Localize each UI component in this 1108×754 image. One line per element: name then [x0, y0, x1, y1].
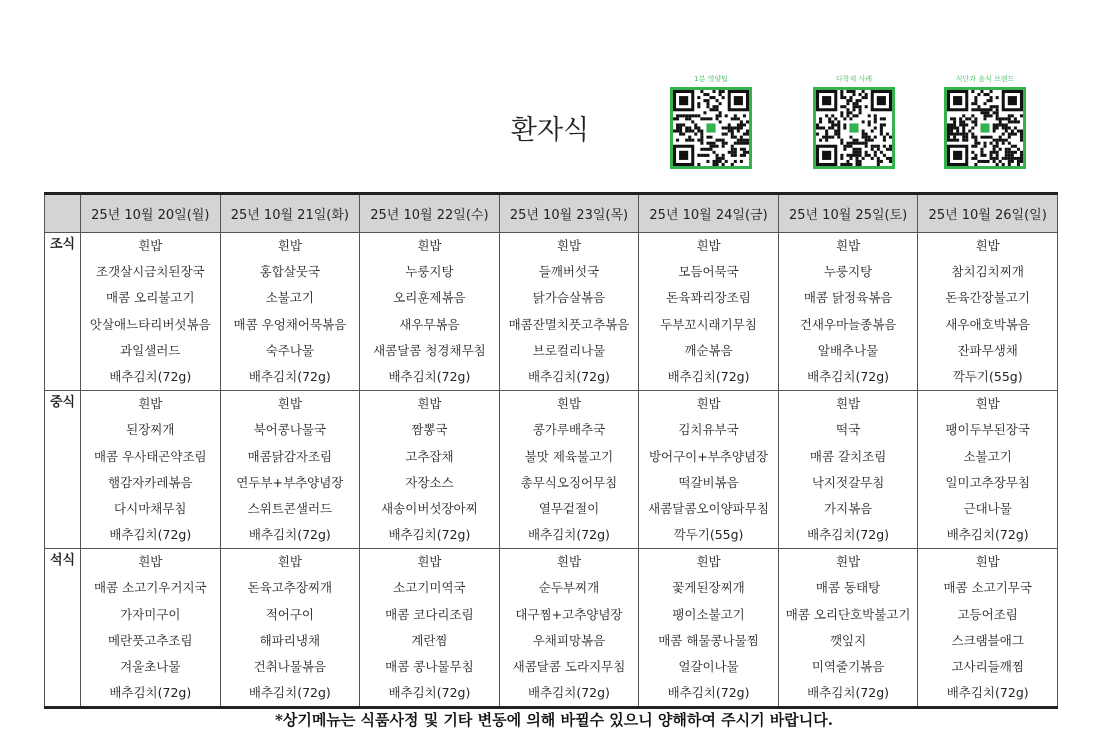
menu-item: 새콤달콤 청경채무침	[373, 342, 486, 358]
menu-item: 순두부찌개	[538, 580, 600, 596]
menu-item: 닭가슴살볶음	[532, 290, 606, 306]
day-menu-cell	[778, 549, 918, 708]
menu-item: 배추김치(72g)	[248, 527, 331, 543]
menu-item: 소고기미역국	[393, 580, 466, 596]
menu-change-notice: *상기메뉴는 식품사정 및 기타 변동에 의해 바뀔수 있으니 양해하여 주시기 바랍니다.	[275, 711, 833, 729]
menu-item: 자장소스	[405, 474, 454, 490]
meal-row	[45, 391, 1058, 549]
menu-item: 흰밥	[975, 396, 1000, 412]
menu-item: 앗살애느타리버섯볶음	[89, 316, 211, 332]
menu-item: 떡갈비볶음	[678, 474, 739, 490]
menu-item: 숙주나물	[265, 342, 314, 358]
menu-item: 깍두기(55g)	[673, 527, 744, 543]
menu-item: 해파리냉채	[259, 632, 321, 648]
menu-item: 참치김치찌개	[951, 264, 1024, 280]
menu-item: 배추김치(72g)	[946, 527, 1029, 543]
date-header: 25년 10월 21일(화)	[220, 194, 360, 233]
qr-caption: 식단과 음식 브랜드	[955, 75, 1015, 83]
qr-pattern	[816, 90, 892, 166]
qr-code-icon	[944, 87, 1026, 169]
menu-item: 흰밥	[975, 238, 1000, 253]
day-menu-cell	[778, 391, 918, 549]
menu-item: 매콤 오리불고기	[106, 290, 195, 306]
menu-item: 겨울초나물	[120, 659, 181, 674]
menu-item: 적어구이	[265, 606, 314, 622]
day-menu-cell	[81, 391, 221, 549]
menu-item: 고사리들깨찜	[951, 659, 1024, 674]
menu-item: 배추김치(72g)	[388, 368, 471, 384]
menu-item: 배추김치(72g)	[946, 685, 1029, 701]
menu-item: 매콤 콩나물무침	[385, 659, 474, 674]
date-header: 25년 10월 20일(월)	[81, 194, 221, 233]
menu-item: 흰밥	[975, 554, 1000, 570]
menu-item: 매콤 소고기무국	[943, 580, 1032, 596]
menu-item: 우채피망볶음	[532, 632, 606, 648]
menu-item: 건취나물볶음	[253, 659, 327, 674]
menu-item: 홍합살뭇국	[259, 264, 321, 280]
menu-item: 배추김치(72g)	[667, 685, 750, 701]
menu-item: 열무겉절이	[538, 500, 600, 516]
day-menu-cell	[360, 233, 500, 391]
day-menu-cell	[81, 549, 221, 708]
menu-item: 새콤달콤오이양파무침	[648, 500, 769, 516]
menu-item: 브로컬리나물	[532, 342, 606, 358]
menu-item: 얼갈이나물	[678, 659, 739, 674]
menu-item: 햄감자카레볶음	[108, 474, 193, 490]
menu-item: 흰밥	[556, 396, 582, 412]
qr-food-brand[interactable]	[940, 74, 1030, 169]
qr-code-icon	[813, 87, 895, 169]
date-header-row	[45, 194, 1058, 233]
day-menu-cell	[639, 391, 779, 549]
menu-item: 배추김치(72g)	[388, 527, 471, 543]
menu-item: 배추김치(72g)	[807, 685, 890, 701]
menu-item: 방어구이+부추양념장	[648, 448, 769, 464]
menu-item: 흰밥	[696, 554, 721, 570]
menu-item: 알배추나물	[817, 342, 879, 358]
menu-item: 매콤 우엉채어묵볶음	[233, 316, 347, 332]
menu-item: 스위트콘샐러드	[247, 500, 333, 516]
menu-item: 새송이버섯장아찌	[381, 500, 478, 516]
menu-item: 팽이소불고기	[672, 606, 745, 622]
menu-item: 김치유부국	[678, 422, 739, 438]
menu-item: 흰밥	[138, 396, 163, 412]
day-menu-cell	[639, 233, 779, 391]
menu-item: 일미고추장무침	[945, 474, 1030, 490]
day-menu-cell	[499, 549, 639, 708]
menu-item: 매콤잔멸치풋고추볶음	[508, 316, 630, 332]
menu-item: 배추김치(72g)	[388, 685, 471, 701]
date-header: 25년 10월 24일(금)	[639, 194, 779, 233]
menu-item: 오리훈제볶음	[393, 290, 466, 306]
menu-item: 흰밥	[417, 396, 442, 412]
menu-item: 조갯살시금치된장국	[95, 264, 205, 280]
menu-item: 새우애호박볶음	[945, 316, 1030, 332]
menu-item: 낙지젓갈무침	[811, 474, 885, 490]
qr-pattern	[947, 90, 1023, 166]
menu-item: 흰밥	[556, 238, 582, 253]
menu-item: 짬뽕국	[411, 422, 448, 438]
day-menu-cell	[81, 233, 221, 391]
meal-label: 석식	[45, 549, 81, 708]
meal-menu-table	[44, 192, 1058, 709]
menu-item: 흰밥	[277, 396, 302, 412]
menu-item: 매콤 오리단호박불고기	[785, 606, 911, 622]
menu-item: 매콤 우사태곤약조림	[93, 448, 207, 464]
menu-item: 대구찜+고추양념장	[515, 606, 623, 622]
menu-item: 소불고기	[963, 448, 1012, 464]
menu-item: 흰밥	[277, 238, 302, 253]
day-menu-cell	[360, 549, 500, 708]
menu-item: 누룽지탕	[823, 264, 873, 280]
menu-item: 돈육간장불고기	[945, 290, 1030, 306]
meal-row	[45, 233, 1058, 391]
qr-caption: 1분 영양팁	[694, 75, 728, 83]
meal-row	[45, 549, 1058, 708]
menu-item: 흰밥	[138, 238, 163, 253]
qr-pattern	[673, 90, 749, 166]
menu-item: 근대나물	[963, 500, 1012, 516]
menu-item: 흰밥	[836, 238, 861, 253]
menu-item: 흰밥	[138, 554, 163, 570]
menu-item: 메란풋고추조림	[108, 632, 193, 648]
day-menu-cell	[360, 391, 500, 549]
menu-item: 깨순볶음	[684, 342, 733, 358]
menu-item: 흰밥	[836, 554, 861, 570]
menu-item: 건새우마늘종볶음	[799, 316, 897, 332]
menu-item: 북어콩나물국	[253, 422, 327, 438]
page-title: 환자식	[510, 115, 590, 146]
menu-item: 다시마채무침	[114, 500, 187, 516]
day-menu-cell	[499, 391, 639, 549]
menu-item: 돈육고추장찌개	[247, 580, 333, 596]
day-menu-cell	[918, 233, 1058, 391]
menu-item: 계란찜	[411, 632, 448, 648]
menu-item: 미역줄기볶음	[811, 659, 885, 674]
menu-item: 흰밥	[417, 238, 442, 253]
menu-item: 매콤 소고기우거지국	[93, 580, 207, 596]
meal-label: 조식	[45, 233, 81, 391]
menu-item: 과일샐러드	[120, 342, 181, 358]
menu-item: 깍두기(55g)	[952, 368, 1023, 384]
menu-item: 매콤 갈치조림	[809, 448, 887, 464]
menu-item: 고추잡채	[405, 448, 454, 464]
menu-item: 두부꼬시래기무침	[660, 316, 757, 332]
menu-item: 소불고기	[265, 290, 314, 306]
menu-item: 흰밥	[696, 238, 721, 253]
menu-item: 깻잎지	[829, 632, 867, 648]
menu-item: 가지볶음	[823, 500, 873, 516]
menu-item: 흰밥	[556, 554, 582, 570]
menu-item: 매콤 동태탕	[815, 580, 881, 596]
day-menu-cell	[499, 233, 639, 391]
menu-item: 연두부+부추양념장	[236, 474, 344, 490]
menu-item: 흰밥	[836, 396, 861, 412]
menu-item: 흰밥	[277, 554, 302, 570]
day-menu-cell	[918, 391, 1058, 549]
menu-item: 배추김치(72g)	[528, 527, 610, 543]
menu-item: 가자미구이	[120, 606, 181, 622]
menu-item: 콩가루배추국	[532, 422, 606, 438]
date-header: 25년 10월 26일(일)	[918, 194, 1058, 233]
menu-item: 배추김치(72g)	[248, 368, 331, 384]
day-menu-cell	[220, 549, 360, 708]
menu-item: 모듬어묵국	[678, 264, 739, 280]
day-menu-cell	[220, 391, 360, 549]
menu-item: 잔파무생채	[957, 342, 1018, 358]
corner-cell	[45, 194, 81, 233]
menu-item: 흰밥	[417, 554, 442, 570]
menu-item: 불맛 제육불고기	[524, 448, 614, 464]
menu-item: 돈육꽈리장조림	[666, 290, 751, 306]
qr-team-case[interactable]	[809, 74, 899, 169]
menu-item: 배추김치(72g)	[248, 685, 331, 701]
menu-item: 매콤 코다리조림	[385, 606, 474, 622]
menu-item: 총무식오징어무침	[520, 474, 618, 490]
menu-item: 배추김치(72g)	[109, 527, 192, 543]
date-header: 25년 10월 25일(토)	[778, 194, 918, 233]
menu-item: 배추김치(72g)	[528, 685, 610, 701]
menu-item: 스크램블애그	[951, 632, 1024, 648]
qr-nutrition-tip[interactable]	[666, 74, 756, 169]
day-menu-cell	[220, 233, 360, 391]
day-menu-cell	[918, 549, 1058, 708]
qr-caption: 다학제 사례	[835, 75, 873, 83]
menu-item: 꽃게된장찌개	[672, 580, 745, 596]
menu-item: 떡국	[836, 422, 861, 438]
day-menu-cell	[778, 233, 918, 391]
menu-item: 들깨버섯국	[538, 264, 600, 280]
menu-item: 매콤 해물콩나물찜	[658, 632, 759, 648]
menu-item: 새우무볶음	[399, 316, 460, 332]
menu-item: 배추김치(72g)	[528, 368, 610, 384]
menu-item: 새콤달콤 도라지무침	[512, 659, 626, 674]
day-menu-cell	[639, 549, 779, 708]
menu-item: 매콤닭감자조림	[247, 448, 333, 464]
menu-item: 누룽지탕	[405, 264, 454, 280]
menu-item: 배추김치(72g)	[109, 685, 192, 701]
date-header: 25년 10월 23일(목)	[499, 194, 639, 233]
menu-item: 팽이두부된장국	[945, 422, 1030, 438]
menu-item: 배추김치(72g)	[807, 368, 890, 384]
qr-code-icon	[670, 87, 752, 169]
menu-item: 배추김치(72g)	[807, 527, 890, 543]
date-header: 25년 10월 22일(수)	[360, 194, 500, 233]
menu-item: 배추김치(72g)	[667, 368, 750, 384]
menu-item: 흰밥	[696, 396, 721, 412]
meal-label: 중식	[45, 391, 81, 549]
menu-item: 된장찌개	[126, 422, 175, 438]
menu-item: 매콤 닭정육볶음	[803, 290, 893, 306]
menu-item: 고등어조림	[957, 606, 1018, 622]
menu-item: 배추김치(72g)	[109, 368, 192, 384]
